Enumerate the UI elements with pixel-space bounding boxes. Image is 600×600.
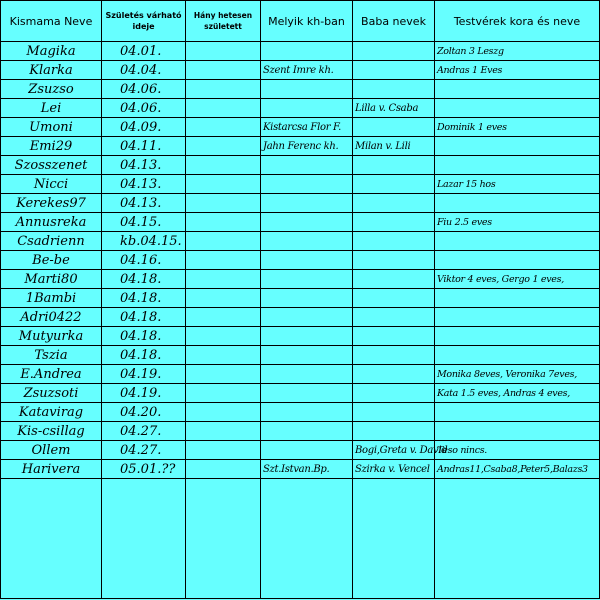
cell-siblings [435,289,600,308]
cell-name: Kerekes97 [1,194,102,213]
cell-due-date: 05.01.?? [102,460,186,479]
cell-weeks [186,137,261,156]
cell-due-date: 04.04. [102,61,186,80]
cell-weeks [186,403,261,422]
cell-siblings: Teso nincs. [435,441,600,460]
cell-due-date: 04.13. [102,194,186,213]
cell-name: Katavirag [1,403,102,422]
cell-hospital [261,422,353,441]
cell-weeks [186,156,261,175]
cell-name: Annusreka [1,213,102,232]
cell-hospital: Kistarcsa Flor F. [261,118,353,137]
cell-weeks [186,175,261,194]
cell-name: Zsuzso [1,80,102,99]
header-weeks-line1: Hány hetesen [193,11,253,20]
cell-baby-names [353,327,435,346]
cell-due-date: 04.27. [102,422,186,441]
cell-due-date: 04.13. [102,175,186,194]
cell-siblings: Andras11,Csaba8,Peter5,Balazs3 [435,460,600,479]
cell-hospital [261,80,353,99]
cell-siblings [435,403,600,422]
cell-baby-names [353,289,435,308]
cell-siblings [435,194,600,213]
header-due-date-line1: Születés várható [105,11,182,20]
cell-siblings [435,422,600,441]
cell-hospital: Szent Imre kh. [261,61,353,80]
table-row [1,194,600,213]
cell-weeks [186,61,261,80]
cell-siblings: Lazar 15 hos [435,175,600,194]
cell-weeks [186,346,261,365]
header-due-date-line2: ideje [132,22,155,31]
cell-siblings: Dominik 1 eves [435,118,600,137]
cell-siblings [435,327,600,346]
cell-siblings: Kata 1.5 eves, Andras 4 eves, [435,384,600,403]
cell-due-date: 04.06. [102,80,186,99]
cell-due-date: 04.11. [102,137,186,156]
cell-name: Mutyurka [1,327,102,346]
cell-hospital [261,403,353,422]
cell-baby-names [353,156,435,175]
table-row [1,327,600,346]
cell-weeks [186,80,261,99]
cell-name: Szosszenet [1,156,102,175]
table-row [1,118,600,137]
cell-baby-names [353,346,435,365]
header-hospital: Melyik kh-ban [261,1,353,42]
cell-hospital [261,365,353,384]
header-weeks [186,1,261,42]
cell-hospital [261,289,353,308]
cell-siblings [435,346,600,365]
cell-baby-names [353,61,435,80]
table-row [1,61,600,80]
table-row [1,460,600,479]
table-row [1,346,600,365]
cell-baby-names [353,384,435,403]
cell-hospital [261,99,353,118]
table-row [1,156,600,175]
cell-baby-names: Bogi,Greta v. David [353,441,435,460]
cell-hospital [261,175,353,194]
table-row [1,251,600,270]
cell-name: Umoni [1,118,102,137]
cell-hospital: Jahn Ferenc kh. [261,137,353,156]
cell-siblings [435,156,600,175]
cell-siblings: Monika 8eves, Veronika 7eves, [435,365,600,384]
cell-baby-names: Szirka v. Vencel [353,460,435,479]
cell-hospital [261,42,353,61]
cell-siblings [435,137,600,156]
cell-name: Nicci [1,175,102,194]
table-row [1,137,600,156]
cell-hospital [261,156,353,175]
header-row [1,1,600,42]
cell-weeks [186,441,261,460]
cell-hospital [261,213,353,232]
cell-weeks [186,99,261,118]
cell-name: E.Andrea [1,365,102,384]
table-row [1,441,600,460]
cell-due-date: 04.06. [102,99,186,118]
cell-name: Csadrienn [1,232,102,251]
table-row [1,270,600,289]
table-body [1,42,600,599]
empty-cell [353,479,435,599]
empty-cell [435,479,600,599]
cell-siblings: Andras 1 Eves [435,61,600,80]
cell-due-date: 04.01. [102,42,186,61]
cell-weeks [186,460,261,479]
cell-siblings [435,80,600,99]
cell-siblings: Fiu 2.5 eves [435,213,600,232]
cell-weeks [186,289,261,308]
cell-due-date: 04.18. [102,327,186,346]
cell-weeks [186,384,261,403]
cell-hospital [261,346,353,365]
cell-siblings [435,251,600,270]
cell-baby-names: Milan v. Lili [353,137,435,156]
cell-hospital [261,194,353,213]
table-row [1,403,600,422]
cell-name: Zsuzsoti [1,384,102,403]
table-row [1,232,600,251]
empty-cell [186,479,261,599]
cell-hospital [261,270,353,289]
cell-baby-names [353,403,435,422]
cell-name: Tszia [1,346,102,365]
cell-hospital [261,384,353,403]
cell-name: Be-be [1,251,102,270]
cell-hospital: Szt.Istvan.Bp. [261,460,353,479]
cell-due-date: 04.18. [102,289,186,308]
cell-name: Kis-csillag [1,422,102,441]
cell-weeks [186,270,261,289]
header-name: Kismama Neve [1,1,102,42]
cell-weeks [186,327,261,346]
cell-name: Ollem [1,441,102,460]
cell-siblings: Viktor 4 eves, Gergo 1 eves, [435,270,600,289]
empty-cell [261,479,353,599]
empty-filler-row [1,479,600,599]
cell-baby-names [353,270,435,289]
table-row [1,99,600,118]
cell-weeks [186,213,261,232]
cell-weeks [186,232,261,251]
cell-name: Klarka [1,61,102,80]
header-siblings: Testvérek kora és neve [435,1,600,42]
cell-baby-names [353,232,435,251]
cell-hospital [261,441,353,460]
header-due-date [102,1,186,42]
empty-cell [1,479,102,599]
cell-baby-names [353,42,435,61]
cell-name: Magika [1,42,102,61]
cell-siblings [435,232,600,251]
cell-siblings: Zoltan 3 Leszg [435,42,600,61]
cell-due-date: 04.09. [102,118,186,137]
table-row [1,365,600,384]
cell-due-date: 04.13. [102,156,186,175]
cell-due-date: 04.16. [102,251,186,270]
cell-baby-names [353,251,435,270]
cell-due-date: 04.19. [102,384,186,403]
cell-siblings [435,308,600,327]
cell-name: Emi29 [1,137,102,156]
cell-due-date: 04.19. [102,365,186,384]
cell-baby-names [353,194,435,213]
cell-weeks [186,251,261,270]
cell-due-date: 04.18. [102,270,186,289]
cell-name: Marti80 [1,270,102,289]
cell-due-date: kb.04.15. [102,232,186,251]
cell-baby-names [353,175,435,194]
cell-weeks [186,308,261,327]
table-row [1,384,600,403]
cell-due-date: 04.20. [102,403,186,422]
header-weeks-line2: született [204,22,242,31]
cell-due-date: 04.18. [102,346,186,365]
cell-baby-names [353,118,435,137]
cell-baby-names [353,80,435,99]
cell-baby-names [353,213,435,232]
cell-baby-names [353,365,435,384]
cell-weeks [186,42,261,61]
table-row [1,422,600,441]
table-row [1,175,600,194]
cell-baby-names [353,422,435,441]
cell-hospital [261,251,353,270]
cell-due-date: 04.15. [102,213,186,232]
cell-due-date: 04.18. [102,308,186,327]
cell-siblings [435,99,600,118]
table-row [1,213,600,232]
cell-baby-names: Lilla v. Csaba [353,99,435,118]
cell-name: Harivera [1,460,102,479]
table-row [1,289,600,308]
empty-cell [102,479,186,599]
cell-name: Adri0422 [1,308,102,327]
cell-name: Lei [1,99,102,118]
header-baby-names: Baba nevek [353,1,435,42]
table-row [1,42,600,61]
cell-hospital [261,308,353,327]
cell-hospital [261,327,353,346]
table-row [1,80,600,99]
cell-weeks [186,194,261,213]
table-row [1,308,600,327]
cell-weeks [186,422,261,441]
cell-due-date: 04.27. [102,441,186,460]
cell-baby-names [353,308,435,327]
cell-name: 1Bambi [1,289,102,308]
cell-weeks [186,365,261,384]
cell-weeks [186,118,261,137]
cell-hospital [261,232,353,251]
